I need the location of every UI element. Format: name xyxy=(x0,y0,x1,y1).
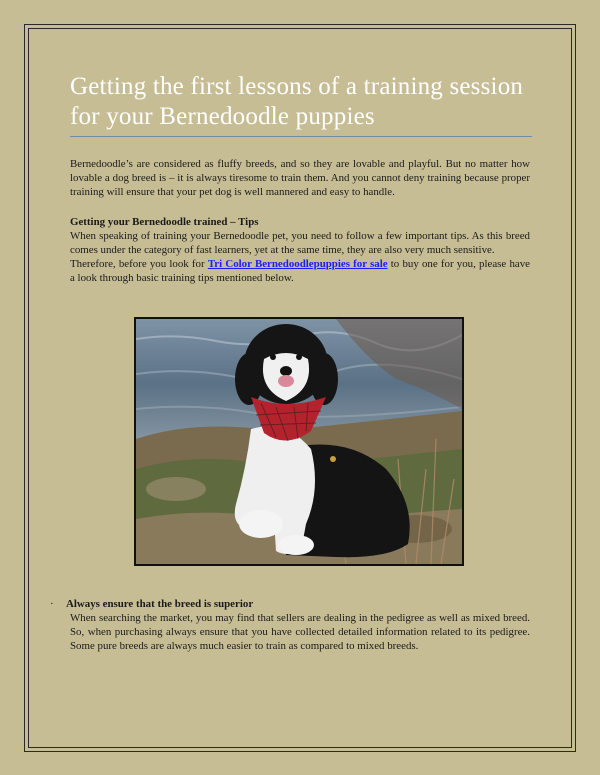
bernedoodle-dog-image xyxy=(136,319,462,564)
bullet-heading-row xyxy=(50,597,530,611)
link-paragraph xyxy=(70,257,530,285)
bullet-title: Always ensure that the breed is superior xyxy=(66,598,254,610)
tip-bullet xyxy=(50,597,530,653)
tips-paragraph: When speaking of training your Bernedoodle pet, you need to follow a few important tips. As this breed comes under the category of fast learners, yet at the same time, they are also very much sensitive. xyxy=(70,230,530,256)
bullet-paragraph: When searching the market, you may find that sellers are dealing in the pedigree as well as mixed breed. So, when purchasing always ensure that you have collected detailed information related to its pedigree. Some pure breeds are always much easier to train as compared to mixed breeds. xyxy=(70,612,530,652)
article-title: Getting the first lessons of a training session for your Bernedoodle puppies xyxy=(70,73,524,130)
title-underline xyxy=(70,136,532,137)
link-prefix-text: Therefore, before you look for xyxy=(70,258,208,270)
tips-heading: Getting your Bernedoodle trained – Tips xyxy=(70,216,259,228)
article-body xyxy=(70,72,530,285)
link-suffix-text: to buy one for you, please have a look through basic training tips mentioned below. xyxy=(70,258,530,284)
dog-photo xyxy=(134,317,464,566)
intro-paragraph: Bernedoodle’s are considered as fluffy breeds, and so they are lovable and playful. But no matter how lovable a dog breed is – it is always tiresome to train them. And you cannot deny training because proper training will ensure that your pet dog is well mannered and easy to handle. xyxy=(70,158,530,198)
bullet-marker: · xyxy=(50,598,54,610)
tri-color-puppies-link[interactable]: Tri Color Bernedoodlepuppies for sale xyxy=(207,258,388,270)
